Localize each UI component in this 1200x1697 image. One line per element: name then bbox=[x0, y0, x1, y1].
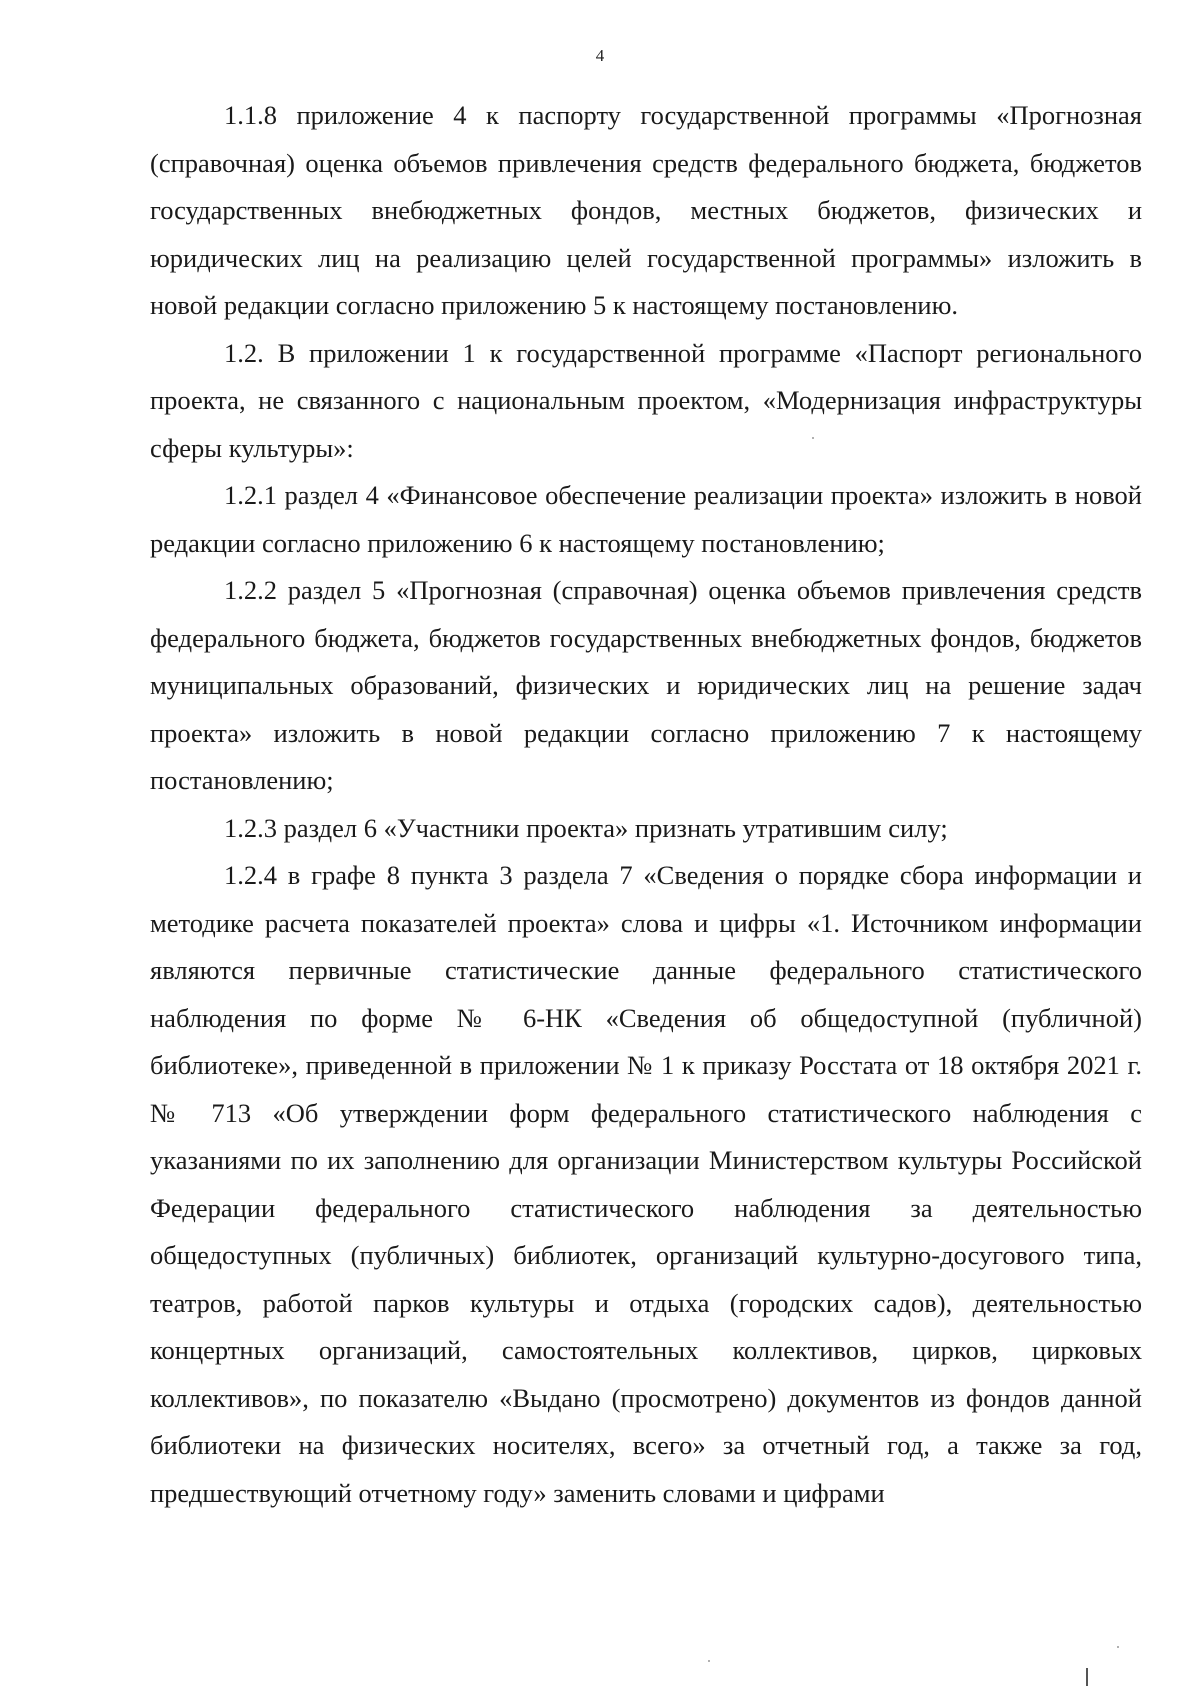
document-body bbox=[150, 92, 1142, 1517]
paragraph-1-2-4: 1.2.4 в графе 8 пункта 3 раздела 7 «Сведения о порядке сбора информации и методике расчета показателей проекта» слова и цифры «1. Источником информации являются первичные статистические данные федерального статистического наблюдения по форме № 6-НК «Сведения об общедоступной (публичной) библиотеке», приведенной в приложении № 1 к приказу Росстата от 18 октября 2021 г. № 713 «Об утверждении форм федерального статистического наблюдения с указаниями по их заполнению для организации Министерством культуры Российской Федерации федерального статистического наблюдения за деятельностью общедоступных (публичных) библиотек, организаций культурно-досугового типа, театров, работой парков культуры и отдыха (городских садов), деятельностью концертных организаций, самостоятельных коллективов, цирков, цирковых коллективов», по показателю «Выдано (просмотрено) документов из фондов данной библиотеки на физических носителях, всего» за отчетный год, а также за год, предшествующий отчетному году» заменить словами и цифрами bbox=[150, 860, 1142, 1508]
page-number: 4 bbox=[595, 46, 605, 65]
paragraph-1-2-1: 1.2.1 раздел 4 «Финансовое обеспечение реализации проекта» изложить в новой редакции согласно приложению 6 к настоящему постановлению; bbox=[150, 480, 1142, 558]
paragraph-1-1-8: 1.1.8 приложение 4 к паспорту государственной программы «Прогнозная (справочная) оценка объемов привлечения средств федерального бюджета, бюджетов государственных внебюджетных фондов, местных бюджетов, физических и юридических лиц на реализацию целей государственной программы» изложить в новой редакции согласно приложению 5 к настоящему постановлению. bbox=[150, 100, 1142, 320]
scan-artifact-dot bbox=[812, 437, 814, 439]
scan-artifact-mark bbox=[1086, 1668, 1088, 1686]
scan-artifact-dot bbox=[708, 1660, 710, 1662]
paragraph-1-2-3: 1.2.3 раздел 6 «Участники проекта» признать утратившим силу; bbox=[224, 812, 948, 843]
paragraph-1-2: 1.2. В приложении 1 к государственной программе «Паспорт регионального проекта, не связанного с национальным проектом, «Модернизация инфраструктуры сферы культуры»: bbox=[150, 337, 1142, 463]
paragraph-1-2-2: 1.2.2 раздел 5 «Прогнозная (справочная) оценка объемов привлечения средств федерального бюджета, бюджетов государственных внебюджетных фондов, бюджетов муниципальных образований, физических и юридических лиц на решение задач проекта» изложить в новой редакции согласно приложению 7 к настоящему постановлению; bbox=[150, 575, 1142, 795]
scan-artifact-dot bbox=[1117, 1646, 1119, 1648]
